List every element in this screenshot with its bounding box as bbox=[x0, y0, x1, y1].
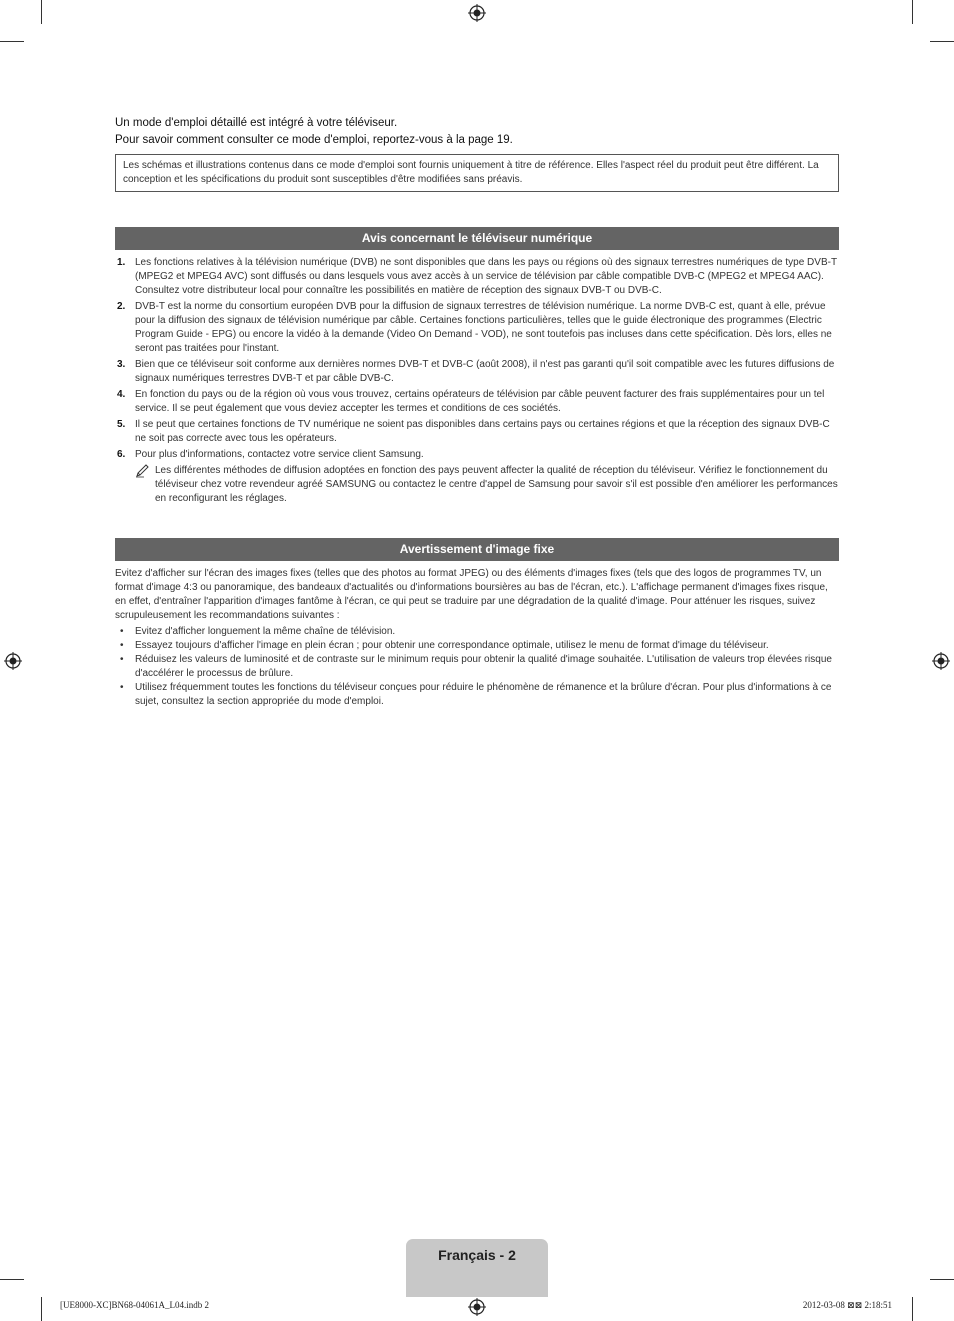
section-title-digital-tv: Avis concernant le téléviseur numérique bbox=[115, 227, 839, 250]
crop-mark-top-right-h bbox=[930, 41, 954, 42]
recommendation-list bbox=[115, 625, 839, 709]
crop-mark-bottom-right-v bbox=[912, 1297, 913, 1321]
registration-mark-icon bbox=[468, 1298, 486, 1316]
list-item: • Essayez toujours d'afficher l'image en plein écran ; pour obtenir une correspondance optimale, utilisez le menu de format d'image du téléviseur. bbox=[115, 639, 839, 653]
list-item bbox=[115, 448, 839, 506]
crop-mark-bottom-right-h bbox=[930, 1279, 954, 1280]
list-item-number: 5. bbox=[117, 419, 126, 430]
crop-mark-bottom-left-h bbox=[0, 1279, 24, 1280]
list-item-text: Il se peut que certaines fonctions de TV numérique ne soient pas disponibles dans certains pays ou certaines régions et que la réception des signaux DVB-C ne soit pas correcte avec tous les opérateurs. bbox=[135, 419, 830, 444]
note-text: Les différentes méthodes de diffusion adoptées en fonction des pays peuvent affecter la qualité de réception du téléviseur. Vérifiez le fonctionnement du téléviseur chez votre revendeur agréé SAMSUNG ou contactez le centre d'appel de Samsung pour savoir s'il est possible d'en améliorer les performances en reconfigurant les réglages. bbox=[155, 465, 838, 504]
pencil-note-icon bbox=[135, 464, 151, 478]
list-item-number: 2. bbox=[117, 301, 126, 312]
list-item: • Réduisez les valeurs de luminosité et de contraste sur le minimum requis pour obtenir la qualité d'image souhaitée. L'utilisation de valeurs trop élevées risque d'accélérer le processus de brûlure. bbox=[115, 653, 839, 681]
note bbox=[135, 464, 839, 506]
list-item-number: 1. bbox=[117, 257, 126, 268]
list-item bbox=[115, 388, 839, 416]
crop-mark-top-left-v bbox=[41, 0, 42, 24]
crop-mark-top-right-v bbox=[912, 0, 913, 24]
crop-mark-bottom-left-v bbox=[41, 1297, 42, 1321]
list-item bbox=[115, 300, 839, 356]
list-item: • Utilisez fréquemment toutes les fonctions du téléviseur conçues pour réduire le phénomène de rémanence et la brûlure d'écran. Pour plus d'informations à ce sujet, consultez la section appropriée du mode d'emploi. bbox=[115, 681, 839, 709]
list-item-text: DVB-T est la norme du consortium européen DVB pour la diffusion de signaux terrestres de télévision numérique. La norme DVB-C est, quant à elle, prévue pour la diffusion des signaux de télévision numérique par câble. Certaines fonctions particulières, telles que le guide électronique des programmes (Electric Program Guide - EPG) ou encore la vidéo à la demande (Video On Demand - VOD), ne sont toutefois pas incluses dans cette spécification. Dès lors, elles ne seront pas traitées pour l'instant. bbox=[135, 301, 832, 354]
list-item-text: Les fonctions relatives à la télévision numérique (DVB) ne sont disponibles que dans les pays ou régions où des signaux terrestres numériques de type DVB-T (MPEG2 et MPEG4 AVC) sont diffusés ou dans lesquels vous avez accès à un service de télévision par câble compatible DVB-C (MPEG2 et MPEG4 AAC). Consultez votre distributeur local pour connaître les possibilités en matière de réception des signaux DVB-T ou DVB-C. bbox=[135, 257, 837, 296]
registration-mark-icon bbox=[4, 652, 22, 670]
list-item-number: 4. bbox=[117, 389, 126, 400]
list-item-text: En fonction du pays ou de la région où vous vous trouvez, certains opérateurs de télévision par câble peuvent facturer des frais supplémentaires pour un tel service. Il se peut également que vous deviez accepter les termes et conditions de ces sociétés. bbox=[135, 389, 825, 414]
section-title-still-image-warning: Avertissement d'image fixe bbox=[115, 538, 839, 561]
digital-tv-notice-list bbox=[115, 256, 839, 508]
footer-file-info: [UE8000-XC]BN68-04061A_L04.indb 2 bbox=[60, 1300, 209, 1310]
list-item bbox=[115, 358, 839, 386]
list-item-text: Pour plus d'informations, contactez votre service client Samsung. bbox=[135, 449, 424, 460]
intro-line-2: Pour savoir comment consulter ce mode d'emploi, reportez-vous à la page 19. bbox=[115, 134, 513, 146]
list-item-text: Bien que ce téléviseur soit conforme aux dernières normes DVB-T et DVB-C (août 2008), il n'est pas garanti qu'il soit compatible avec les futures diffusions de signaux numériques terrestres DVB-T et par câble DVB-C. bbox=[135, 359, 835, 384]
crop-mark-top-left-h bbox=[0, 41, 24, 42]
list-item bbox=[115, 256, 839, 298]
registration-mark-icon bbox=[468, 4, 486, 22]
still-image-warning-body bbox=[115, 567, 839, 709]
disclaimer-box: Les schémas et illustrations contenus dans ce mode d'emploi sont fournis uniquement à titre de référence. Elles l'aspect réel du produit peut être différent. La conception et les spécifications du produit sont susceptibles d'être modifiées sans préavis. bbox=[115, 154, 839, 192]
list-item: • Evitez d'afficher longuement la même chaîne de télévision. bbox=[115, 625, 839, 639]
list-item-number: 6. bbox=[117, 449, 126, 460]
warning-paragraph: Evitez d'afficher sur l'écran des images fixes (telles que des photos au format JPEG) ou des éléments d'images fixes (tels que des logos de programmes TV, un format d'image 4:3 ou panoramique, des bandeaux d'actualités ou d'informations boursières au bas de l'écran, etc.). L'affichage permanent d'images fixes risque, en effet, d'entraîner l'apparition d'images fantôme à l'écran, ce qui peut se traduire par une dégradation de la qualité d'image. Pour atténuer les risques, suivez scrupuleusement les recommandations suivantes : bbox=[115, 568, 828, 621]
list-item bbox=[115, 418, 839, 446]
page-number: Français - 2 bbox=[438, 1247, 516, 1263]
list-item-number: 3. bbox=[117, 359, 126, 370]
intro-line-1: Un mode d'emploi détaillé est intégré à votre téléviseur. bbox=[115, 117, 398, 129]
footer-timestamp: 2012-03-08 ⊠⊠ 2:18:51 bbox=[802, 1300, 892, 1310]
registration-mark-icon bbox=[932, 652, 950, 670]
page-number-tab bbox=[406, 1239, 548, 1297]
intro-text bbox=[115, 115, 839, 149]
